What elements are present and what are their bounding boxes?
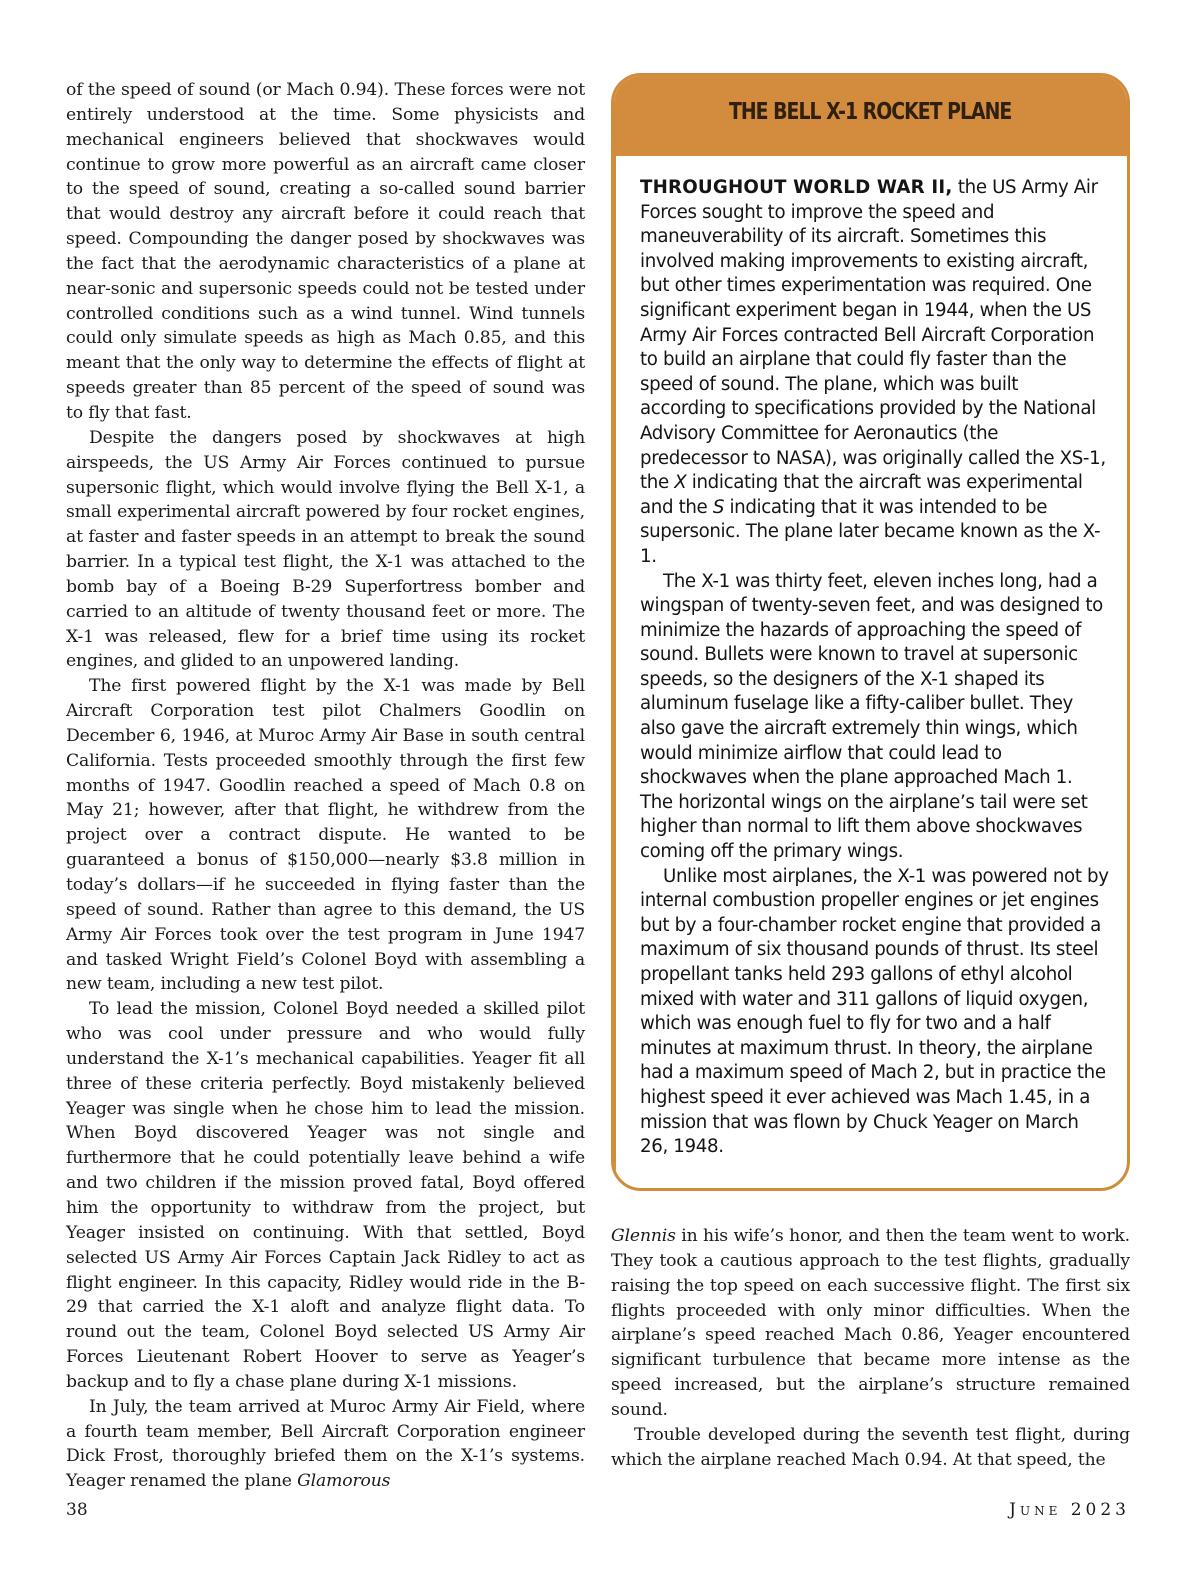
article-paragraph xyxy=(611,1224,1130,1423)
sidebar-paragraph xyxy=(640,176,1109,570)
article-paragraph: To lead the mission, Colonel Boyd needed a skilled pilot who was cool under pressure and who would fully understand the X-1’s mechanical capabilities. Yeager fit all three of these criteria perfectly. Boyd mistakenly believed Yeager was single when he chose him to lead the mission. When Boyd discovered Yeager was not single and furthermore that he could potentially leave behind a wife and two children if the mission proved fatal, Boyd offered him the opportunity to withdraw from the project, but Yeager insisted on continuing. With that settled, Boyd selected US Army Air Forces Captain Jack Ridley to act as flight engineer. In this capacity, Ridley would ride in the B-29 that carried the X-1 aloft and analyze flight data. To round out the team, Colonel Boyd selected US Army Air Forces Lieutenant Robert Hoover to serve as Yeager’s backup and to fly a chase plane during X-1 missions. xyxy=(66,999,585,1392)
plane-name-italic: Glamorous xyxy=(297,1471,391,1492)
paragraph-text: In July, the team arrived at Muroc Army Air Field, where a fourth team member, Bell Aircraft Corporation engineer Dick Frost, thoroughly briefed them on the X-1’s systems. Yeager renamed the plane xyxy=(66,1396,585,1492)
issue-date: June 2023 xyxy=(1009,1500,1130,1520)
right-article-column xyxy=(611,1224,1130,1472)
article-paragraph: The first powered flight by the X-1 was made by Bell Aircraft Corporation test pilot Chalmers Goodlin on December 6, 1946, at Muroc Army Air Base in south central California. Tests proceeded smoothly through the first few months of 1947. Goodlin reached a speed of Mach 0.8 on May 21; however, after that flight, he withdrew from the project over a contract dispute. He wanted to be guaranteed a bonus of $150,000—nearly $3.8 million in today’s dollars—if he succeeded in flying faster than the speed of sound. Rather than agree to this demand, the US Army Air Forces took over the test program in June 1947 and tasked Wright Field’s Colonel Boyd with assembling a new team, including a new test pilot. xyxy=(66,676,585,995)
article-paragraph: Trouble developed during the seventh test flight, during which the airplane reached Mach 0.94. At that speed, the xyxy=(611,1424,1130,1470)
page-number: 38 xyxy=(66,1500,88,1520)
article-paragraph: of the speed of sound (or Mach 0.94). These forces were not entirely understood at the time. Some physicists and mechanical engineers believed that shockwaves would continue to grow more powerful as an aircraft came closer to the speed of sound, creating a so-called sound barrier that would destroy any aircraft before it could reach that speed. Compounding the danger posed by shockwaves was the fact that the aerodynamic characteristics of a plane at near-sonic and supersonic speeds could not be tested under controlled conditions such as a wind tunnel. Wind tunnels could only simulate speeds as high as Mach 0.85, and this meant that the only way to determine the effects of flight at speeds greater than 85 percent of the speed of sound was to fly that fast. xyxy=(66,80,585,423)
sidebar-text: the US Army Air Forces sought to improve the speed and maneuverability of its aircraft. Sometimes this involved making improvements to existing aircraft, but other times experimentation was required. One significant experiment began in 1944, when the US Army Air Forces contracted Bell Aircraft Corporation to build an airplane that could fly faster than the speed of sound. The plane, which was built according to specifications provided by the National Advisory Committee for Aeronautics (the predecessor to NASA), was originally called the XS-1, the xyxy=(640,177,1106,494)
sidebar-italic-x: X xyxy=(674,472,687,494)
article-paragraph: Despite the dangers posed by shockwaves at high airspeeds, the US Army Air Forces continued to pursue supersonic flight, which would involve flying the Bell X-1, a small experimental aircraft powered by four rocket engines, at faster and faster speeds in an attempt to break the sound barrier. In a typical test flight, the X-1 was attached to the bomb bay of a Boeing B-29 Superfortress bomber and carried to an altitude of twenty thousand feet or more. The X-1 was released, flew for a brief time using its rocket engines, and glided to an unpowered landing. xyxy=(66,427,585,672)
sidebar-body xyxy=(614,156,1127,1191)
sidebar-paragraph: The X-1 was thirty feet, eleven inches long, had a wingspan of twenty-seven feet, and was designed to minimize the hazards of approaching the speed of sound. Bullets were known to travel at supersonic speeds, so the designers of the X-1 shaped its aluminum fuselage like a fifty-caliber bullet. They also gave the aircraft extremely thin wings, which would minimize airflow that could lead to shockwaves when the plane approached Mach 1. The horizontal wings on the airplane’s tail were set higher than normal to lift them above shockwaves coming off the primary wings. xyxy=(640,570,1103,863)
sidebar-box xyxy=(611,73,1130,1191)
sidebar-header xyxy=(614,76,1127,156)
sidebar-italic-s: S xyxy=(712,496,725,518)
left-article-column xyxy=(66,78,585,1494)
sidebar-lead-in: THROUGHOUT WORLD WAR II, xyxy=(640,177,953,198)
article-paragraph xyxy=(66,1395,585,1494)
sidebar-paragraph: Unlike most airplanes, the X-1 was powered not by internal combustion propeller engines or jet engines but by a four-chamber rocket engine that provided a maximum of six thousand pounds of thrust. Its steel propellant tanks held 293 gallons of ethyl alcohol mixed with water and 311 gallons of liquid oxygen, which was enough fuel to fly for two and a half minutes at maximum thrust. In theory, the airplane had a maximum speed of Mach 2, but in practice the highest speed it ever achieved was Mach 1.45, in a mission that was flown by Chuck Yeager on March 26, 1948. xyxy=(640,865,1109,1158)
sidebar-title: THE BELL X-1 ROCKET PLANE xyxy=(729,99,1012,125)
paragraph-text: in his wife’s honor, and then the team went to work. They took a cautious approach to the test flights, gradually raising the top speed on each successive flight. The first six flights proceeded with only minor difficulties. When the airplane’s speed reached Mach 0.86, Yeager encountered significant turbulence that became more intense as the speed increased, but the airplane’s structure remained sound. xyxy=(611,1226,1130,1420)
sidebar-text: indicating that the aircraft was experimental and the xyxy=(640,472,1083,518)
sidebar-text: indicating that it was intended to be supersonic. The plane later became known as the X-1. xyxy=(640,496,1101,567)
plane-name-italic: Glennis xyxy=(611,1226,676,1246)
